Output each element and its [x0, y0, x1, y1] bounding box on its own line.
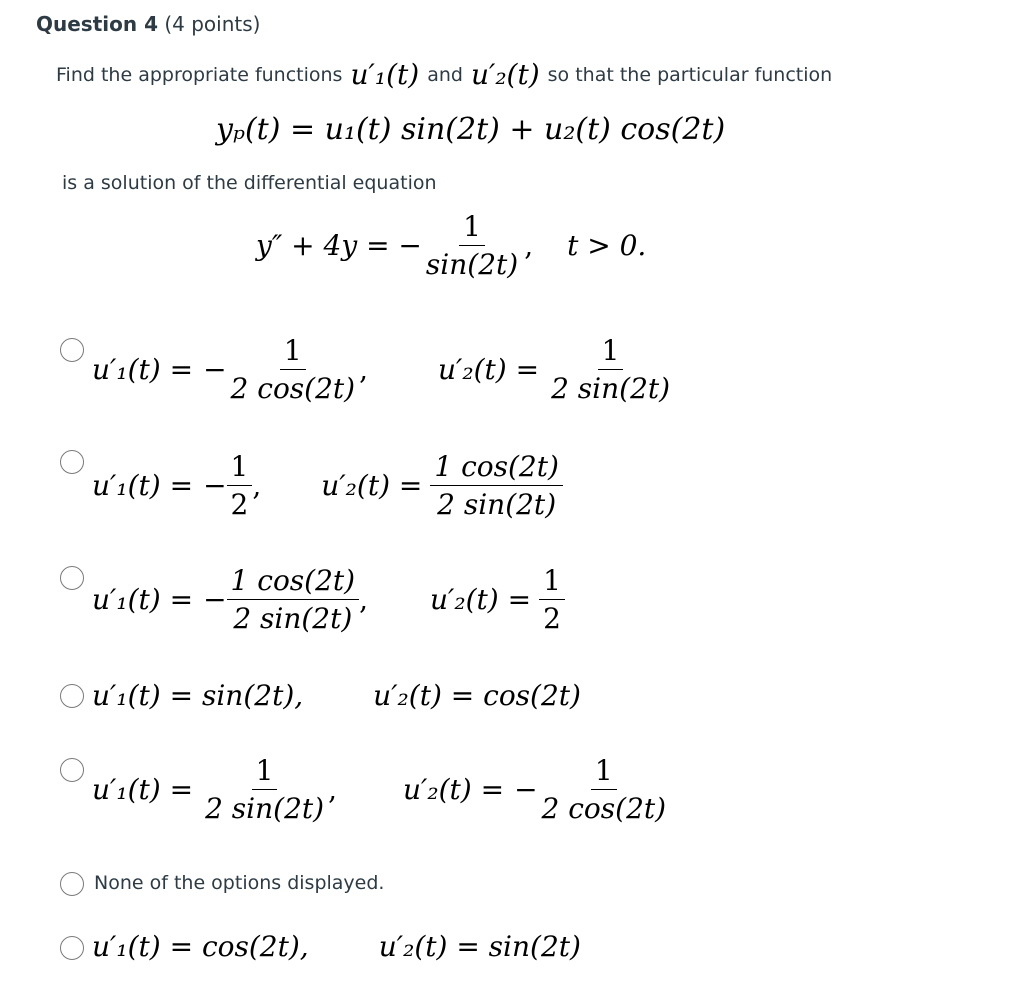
option-1[interactable]: u′₁(t) = − $\frac{1}{2 \cos(2t)}$ , u′₂(t) = $\frac{1}{2 \sin(2t)}$: [92, 336, 674, 404]
option-2[interactable]: u′₁(t) = − $\frac{1}{2}$ , u′₂(t) = $\frac{1 \cos(2t)}{2 \sin(2t)}$: [92, 452, 563, 520]
option-3-u1-sign: −: [203, 583, 227, 617]
option-5[interactable]: u′₁(t) = $\frac{1}{2 \sin(2t)}$ , u′₂(t) = − $\frac{1}{2 \cos(2t)}$: [92, 756, 670, 824]
de-condition: t > 0.: [567, 229, 647, 263]
prompt-text-b: so that the particular function: [547, 63, 833, 86]
option-5-u2-sign: −: [514, 773, 538, 807]
option-3-radio[interactable]: [60, 566, 84, 590]
option-7-radio[interactable]: [60, 936, 84, 960]
option-5-u1-num: 1: [252, 756, 278, 790]
option-5-u2-fraction: [538, 756, 671, 824]
u2-prime-label: u′₂(t): [470, 58, 540, 91]
option-1-u1-fraction: [227, 336, 360, 404]
option-7-u2: u′₂(t) = sin(2t): [378, 930, 581, 963]
option-5-radio[interactable]: [60, 758, 84, 782]
option-3-u2-lhs: u′₂(t) =: [430, 583, 532, 617]
option-2-u2-lhs: u′₂(t) =: [321, 469, 423, 503]
option-4-radio[interactable]: [60, 684, 84, 708]
de-lhs: y″ + 4y = −: [256, 229, 422, 263]
option-1-u1-lhs: u′₁(t) =: [92, 353, 194, 387]
option-6-label[interactable]: None of the options displayed.: [94, 872, 385, 894]
option-1-u2-num: 1: [598, 336, 624, 370]
option-3-u2-fraction: [539, 566, 565, 634]
option-2-u2-num: 1 cos(2t): [430, 452, 563, 486]
option-5-u1-lhs: u′₁(t) =: [92, 773, 194, 807]
option-3-u2-num: 1: [539, 566, 565, 600]
option-1-u1-den: 2 cos(2t): [230, 372, 356, 406]
differential-equation: y″ + 4y = − $\frac{1}{\sin(2t)}$ , t > 0.: [256, 210, 647, 282]
de-numerator: 1: [459, 212, 485, 246]
option-2-radio[interactable]: [60, 450, 84, 474]
option-2-u1-lhs: u′₁(t) =: [92, 469, 194, 503]
option-1-u2-den: 2 sin(2t): [551, 372, 671, 406]
option-7[interactable]: [92, 930, 581, 963]
option-3-u1-lhs: u′₁(t) =: [92, 583, 194, 617]
question-number: Question 4: [36, 12, 158, 36]
option-4-u2: u′₂(t) = cos(2t): [373, 679, 581, 712]
option-1-radio[interactable]: [60, 338, 84, 362]
option-3-u2-den: 2: [543, 602, 561, 636]
option-1-u2-lhs: u′₂(t) =: [438, 353, 540, 387]
option-3[interactable]: u′₁(t) = − $\frac{1 \cos(2t)}{2 \sin(2t)}$ , u′₂(t) = $\frac{1}{2}$: [92, 566, 565, 634]
option-5-u1-den: 2 sin(2t): [205, 792, 325, 826]
option-5-u2-den: 2 cos(2t): [541, 792, 667, 826]
option-2-u2-den: 2 sin(2t): [437, 488, 557, 522]
prompt-and: and: [427, 63, 463, 86]
option-3-u1-fraction: [227, 566, 360, 634]
option-2-u1-den: 2: [230, 488, 249, 522]
option-1-u1-num: 1: [280, 336, 306, 370]
prompt-text-c: is a solution of the differential equation: [62, 172, 437, 194]
option-6-radio[interactable]: [60, 872, 84, 896]
option-3-u1-num: 1 cos(2t): [227, 566, 360, 600]
option-1-u2-fraction: [547, 336, 674, 404]
question-points: (4 points): [164, 12, 261, 36]
option-2-u1-fraction: [227, 452, 253, 520]
option-3-u1-den: 2 sin(2t): [233, 602, 353, 636]
option-1-u1-sign: −: [203, 353, 227, 387]
question-title: [36, 12, 260, 36]
option-5-u2-num: 1: [591, 756, 617, 790]
option-7-u1: u′₁(t) = cos(2t),: [92, 930, 309, 963]
prompt-line: [56, 58, 832, 91]
option-2-u1-sign: −: [203, 469, 227, 503]
option-2-u1-num: 1: [227, 452, 253, 486]
option-5-u2-lhs: u′₂(t) =: [402, 773, 505, 807]
option-5-u1-fraction: [201, 756, 328, 824]
option-4-u1: u′₁(t) = sin(2t),: [92, 679, 304, 712]
de-fraction: [422, 212, 522, 280]
u1-prime-label: u′₁(t): [350, 58, 420, 91]
option-4[interactable]: [92, 679, 581, 712]
prompt-text-a: Find the appropriate functions: [56, 63, 343, 86]
de-denominator: sin(2t): [425, 248, 519, 282]
option-2-u2-fraction: [430, 452, 563, 520]
particular-solution-equation: yₚ(t) = u₁(t) sin(2t) + u₂(t) cos(2t): [216, 112, 726, 147]
